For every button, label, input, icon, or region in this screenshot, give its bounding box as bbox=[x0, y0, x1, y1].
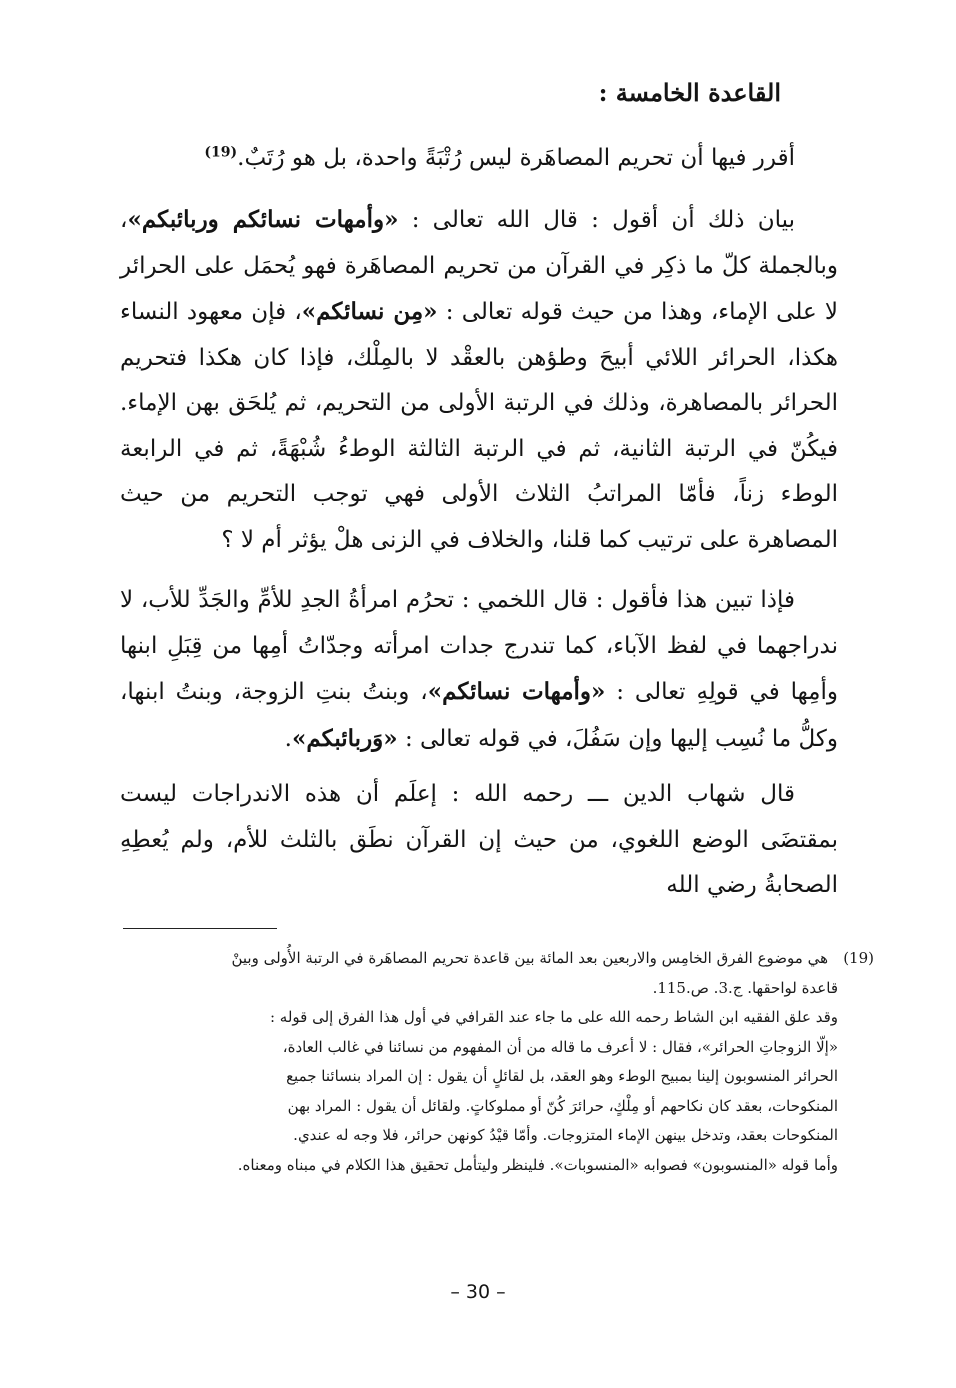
paragraph-2-part-1: بيان ذلك أن أقول : قال الله تعالى : bbox=[398, 207, 795, 233]
paragraph-3-part-2: ، وبنتُ بنتِ الزوجة، وبنتُ ابنها، وكلُّ ما نُسِب إليها وإن سَفُلَ، في قوله تعالى : bbox=[120, 679, 838, 752]
paragraph-2 bbox=[120, 197, 838, 563]
footnote-block bbox=[108, 944, 874, 1180]
paragraph-1-text: أقرر فيها أن تحريم المصاهَرة ليس رُتْبَةً واحدة، بل هو رُتَبٌ. bbox=[237, 145, 795, 171]
footnote-line: المنكوحات بعقد، وتدخل بينهن الإماء المتزوجات. وأمّا قيْدُ كونهن حرائر، فلا وجه له عندي. bbox=[293, 1126, 838, 1144]
footnote-text: هي موضوع الفرق الخامِس والاربعين بعد المائة بين قاعدة تحريم المصاهَرة في الرتبة الأُولى وبينْ bbox=[231, 949, 828, 967]
quran-quote: «مِن نسائكم» bbox=[301, 298, 438, 325]
paragraph-3-part-3: . bbox=[284, 725, 292, 752]
footnote-line: قاعدة لواحقها. ج.3. ص.115. bbox=[652, 978, 838, 997]
quran-quote: «وأمهات نسائكم» bbox=[427, 678, 606, 705]
footnote-separator bbox=[123, 928, 277, 929]
footnote-line bbox=[108, 944, 874, 974]
paragraph-2-part-3: ، فإن معهود النساء هكذا، الحرائر اللائي أبيحَ وطؤهن بالعقْد لا بالمِلْك، فإذا كان هكذا فتحريم الحرائر بالمصاهرة، وذلك في الرتبة الأولى من التحريم، ثم يُلحَق بهن الإماء. فيكُنّ في الرتبة الثانية، ثم في الرتبة الثالثة الوطءُ شُبْهَةً، ثم في الرابعة الوطء زناً، فأمّا المراتبُ الثلاث الأولى فهي توجب التحريم من حيث المصاهرة على ترتيب كما قلنا، والخلاف في الزنى هلْ يؤثر أم لا ؟ bbox=[120, 299, 838, 553]
footnote-line: الحرائر المنسوبون إلينا بمبيح الوطء وهو العقد، بل لقائلٍ أن يقول : إن المراد بنسائنا جميع bbox=[286, 1067, 838, 1085]
quran-quote: «وأمهات نسائكم وربائبكم» bbox=[127, 206, 399, 233]
footnote-line: وأما قوله «المنسوبون» فصوابه «المنسوبات». فلينظر وليتأمل تحقيق هذا الكلام في مبناه ومعناه. bbox=[237, 1155, 838, 1174]
section-heading: القاعدة الخامسة : bbox=[598, 78, 781, 107]
footnote-number: (19) bbox=[843, 949, 874, 967]
paragraph-4: قال شهاب الدين ـــ رحمه الله : إعلَم أن هذه الاندراجات ليست بمقتضَى الوضع اللغوي، من حيث إن القرآن نطَق بالثلث للأم، ولم يُعطِهِ الصحابةُ رضي الله bbox=[120, 781, 838, 898]
paragraph-1 bbox=[120, 136, 838, 182]
paragraph-3 bbox=[120, 578, 838, 762]
quran-quote: «وَربائبكم» bbox=[291, 724, 398, 752]
footnote-line: «إلّا الزوجاتِ الحرائر»، فقال : لا أعرف ما قاله من أن المفهوم من نسائنا في غالب العادة، bbox=[282, 1037, 838, 1056]
footnote-line: المنكوحات، بعقد كان نكاحهم أو مِلْكٍ، حرائرَ كُنّ أو مملوكاتٍ. ولقائل أن يقول : المراد بهن bbox=[287, 1096, 838, 1115]
footnote-line: وقد علق الفقيه ابن الشاط رحمه الله على ما جاء عند القرافي في أول هذا الفرق إلى قوله : bbox=[269, 1008, 838, 1026]
page-number: – 30 – bbox=[450, 1281, 506, 1303]
footnote-reference: (19) bbox=[204, 144, 238, 161]
paragraph-3-part-1: فإذا تبين هذا فأقول : قال اللخمي : تحرُم امرأةُ الجدِ للأمِّ والجَدِّ للأب، لا ندراجهما في لفظ الآباء، كما تندرج جدات امرأته وجدّاتُ أمِها من قِبَلِ ابنها وأمِها في قولِهِ تعالى : bbox=[120, 587, 838, 705]
paragraph-2-part-2: ، وبالجملة كلّ ما ذكِر في القرآن من تحريم المصاهَرة فهو يُحمَل على الحرائر لا على الإماء، وهذا من حيث قوله تعالى : bbox=[120, 207, 838, 325]
